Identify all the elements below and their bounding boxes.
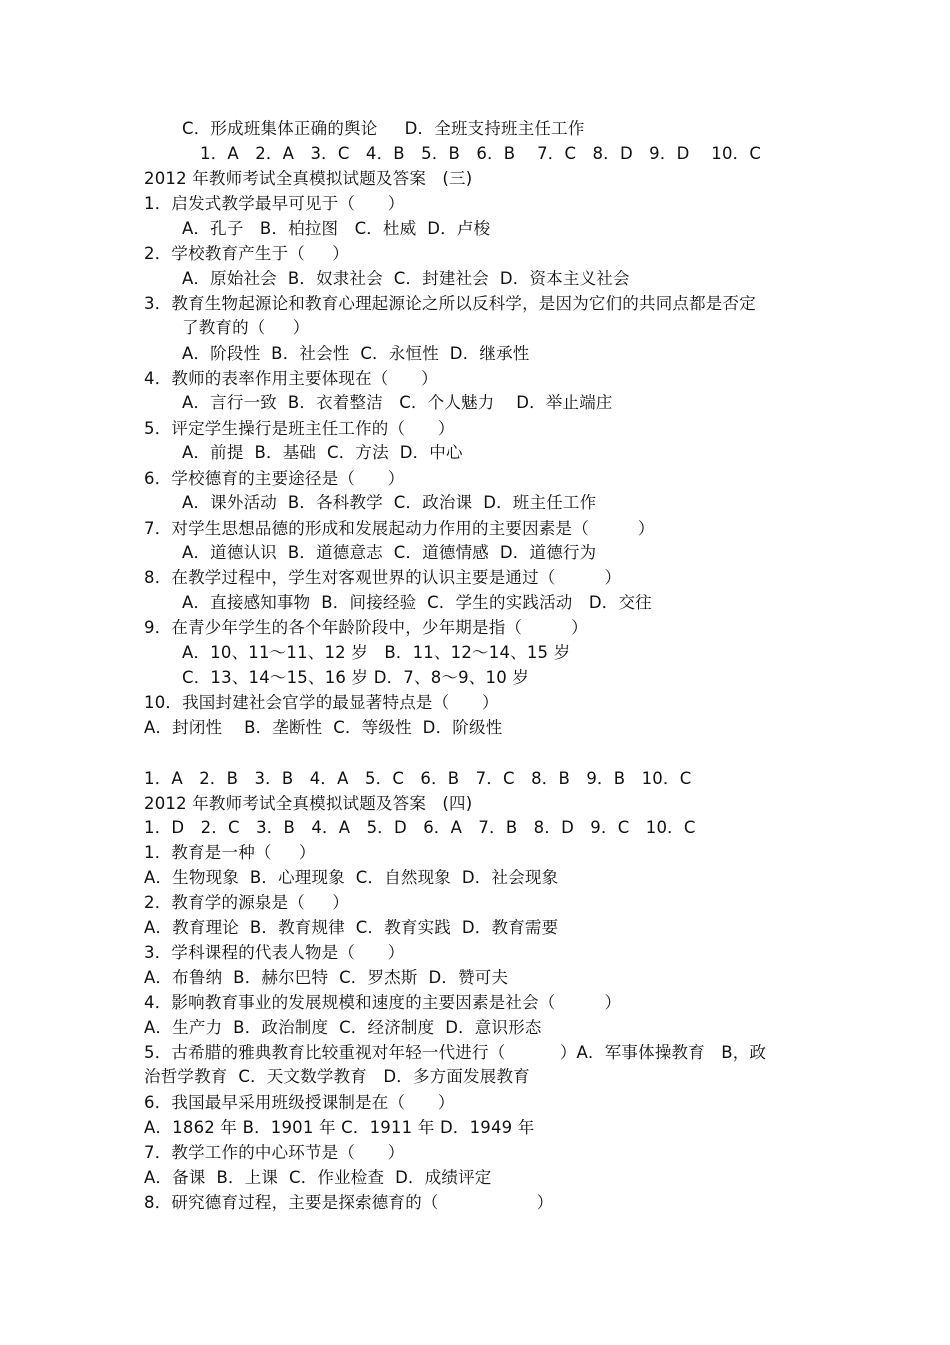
answer-key: 1．D 2．C 3．B 4．A 5．D 6．A 7．B 8．D 9．C 10．C xyxy=(144,818,696,837)
options-7: A．道德认识 B．道德意志 C．道德情感 D．道德行为 xyxy=(182,543,597,562)
question-7: 7．对学生思想品德的形成和发展起动力作用的主要因素是（ ） xyxy=(144,519,655,538)
question-1: 1．启发式教学最早可见于（ ） xyxy=(144,194,405,213)
options-10: A．封闭性 B．垄断性 C．等级性 D．阶级性 xyxy=(144,718,503,737)
options-1: A．孔子 B．柏拉图 C．杜威 D．卢梭 xyxy=(182,219,491,238)
question-5-cont: 治哲学教育 C．天文数学教育 D．多方面发展教育 xyxy=(144,1067,530,1086)
options-6: A．课外活动 B．各科教学 C．政治课 D．班主任工作 xyxy=(182,493,597,512)
options-5: A．前提 B．基础 C．方法 D．中心 xyxy=(182,443,463,462)
options-8: A．直接感知事物 B．间接经验 C．学生的实践活动 D．交往 xyxy=(182,593,652,612)
question-9: 9．在青少年学生的各个年龄阶段中，少年期是指（ ） xyxy=(144,618,588,637)
question-4: 4．影响教育事业的发展规模和速度的主要因素是社会（ ） xyxy=(144,993,622,1012)
options-9b: C．13、14～15、16 岁 D．7、8～9、10 岁 xyxy=(182,668,530,687)
answer-key: 1．A 2．B 3．B 4．A 5．C 6．B 7．C 8．B 9．B 10．C xyxy=(144,769,692,788)
options-6: A．1862 年 B．1901 年 C．1911 年 D．1949 年 xyxy=(144,1118,535,1137)
options-4: A．言行一致 B．衣着整洁 C．个人魅力 D．举止端庄 xyxy=(182,393,613,412)
question-10: 10．我国封建社会官学的最显著特点是（ ） xyxy=(144,693,499,712)
options-3: A．布鲁纳 B．赫尔巴特 C．罗杰斯 D．赞可夫 xyxy=(144,968,509,987)
question-8: 8．在教学过程中，学生对客观世界的认识主要是通过（ ） xyxy=(144,568,622,587)
question-5: 5．古希腊的雅典教育比较重视对年轻一代进行（ ）A．军事体操教育 B，政 xyxy=(144,1043,767,1062)
options-7: A．备课 B．上课 C．作业检查 D．成绩评定 xyxy=(144,1168,492,1187)
options-2: A．教育理论 B．教育规律 C．教育实践 D．教育需要 xyxy=(144,918,559,937)
question-7: 7．教学工作的中心环节是（ ） xyxy=(144,1143,405,1162)
section-title-3: 2012 年教师考试全真模拟试题及答案 (三) xyxy=(144,169,473,188)
options-4: A．生产力 B．政治制度 C．经济制度 D．意识形态 xyxy=(144,1018,542,1037)
question-3: 3．教育生物起源论和教育心理起源论之所以反科学，是因为它们的共同点都是否定 xyxy=(144,294,756,313)
question-2: 2．教育学的源泉是（ ） xyxy=(144,893,349,912)
options-9a: A．10、11～11、12 岁 B．11、12～14、15 岁 xyxy=(182,643,571,662)
question-2: 2．学校教育产生于（ ） xyxy=(144,244,349,263)
question-3-cont: 了教育的（ ） xyxy=(182,318,310,337)
question-5: 5．评定学生操行是班主任工作的（ ） xyxy=(144,419,455,438)
options-3: A．阶段性 B．社会性 C．永恒性 D．继承性 xyxy=(182,344,530,363)
options-1: A．生物现象 B．心理现象 C．自然现象 D．社会现象 xyxy=(144,868,559,887)
option-line: C．形成班集体正确的舆论 D．全班支持班主任工作 xyxy=(182,119,585,138)
question-1: 1．教育是一种（ ） xyxy=(144,843,316,862)
question-8: 8．研究德育过程，主要是探索德育的（ ） xyxy=(144,1193,554,1212)
question-3: 3．学科课程的代表人物是（ ） xyxy=(144,943,405,962)
section-title-4: 2012 年教师考试全真模拟试题及答案 (四) xyxy=(144,794,473,813)
question-4: 4．教师的表率作用主要体现在（ ） xyxy=(144,369,438,388)
answer-key: 1．A 2．A 3．C 4．B 5．B 6．B 7．C 8．D 9．D 10．C xyxy=(200,144,762,163)
question-6: 6．我国最早采用班级授课制是在（ ） xyxy=(144,1093,455,1112)
question-6: 6．学校德育的主要途径是（ ） xyxy=(144,469,405,488)
options-2: A．原始社会 B．奴隶社会 C．封建社会 D．资本主义社会 xyxy=(182,269,630,288)
